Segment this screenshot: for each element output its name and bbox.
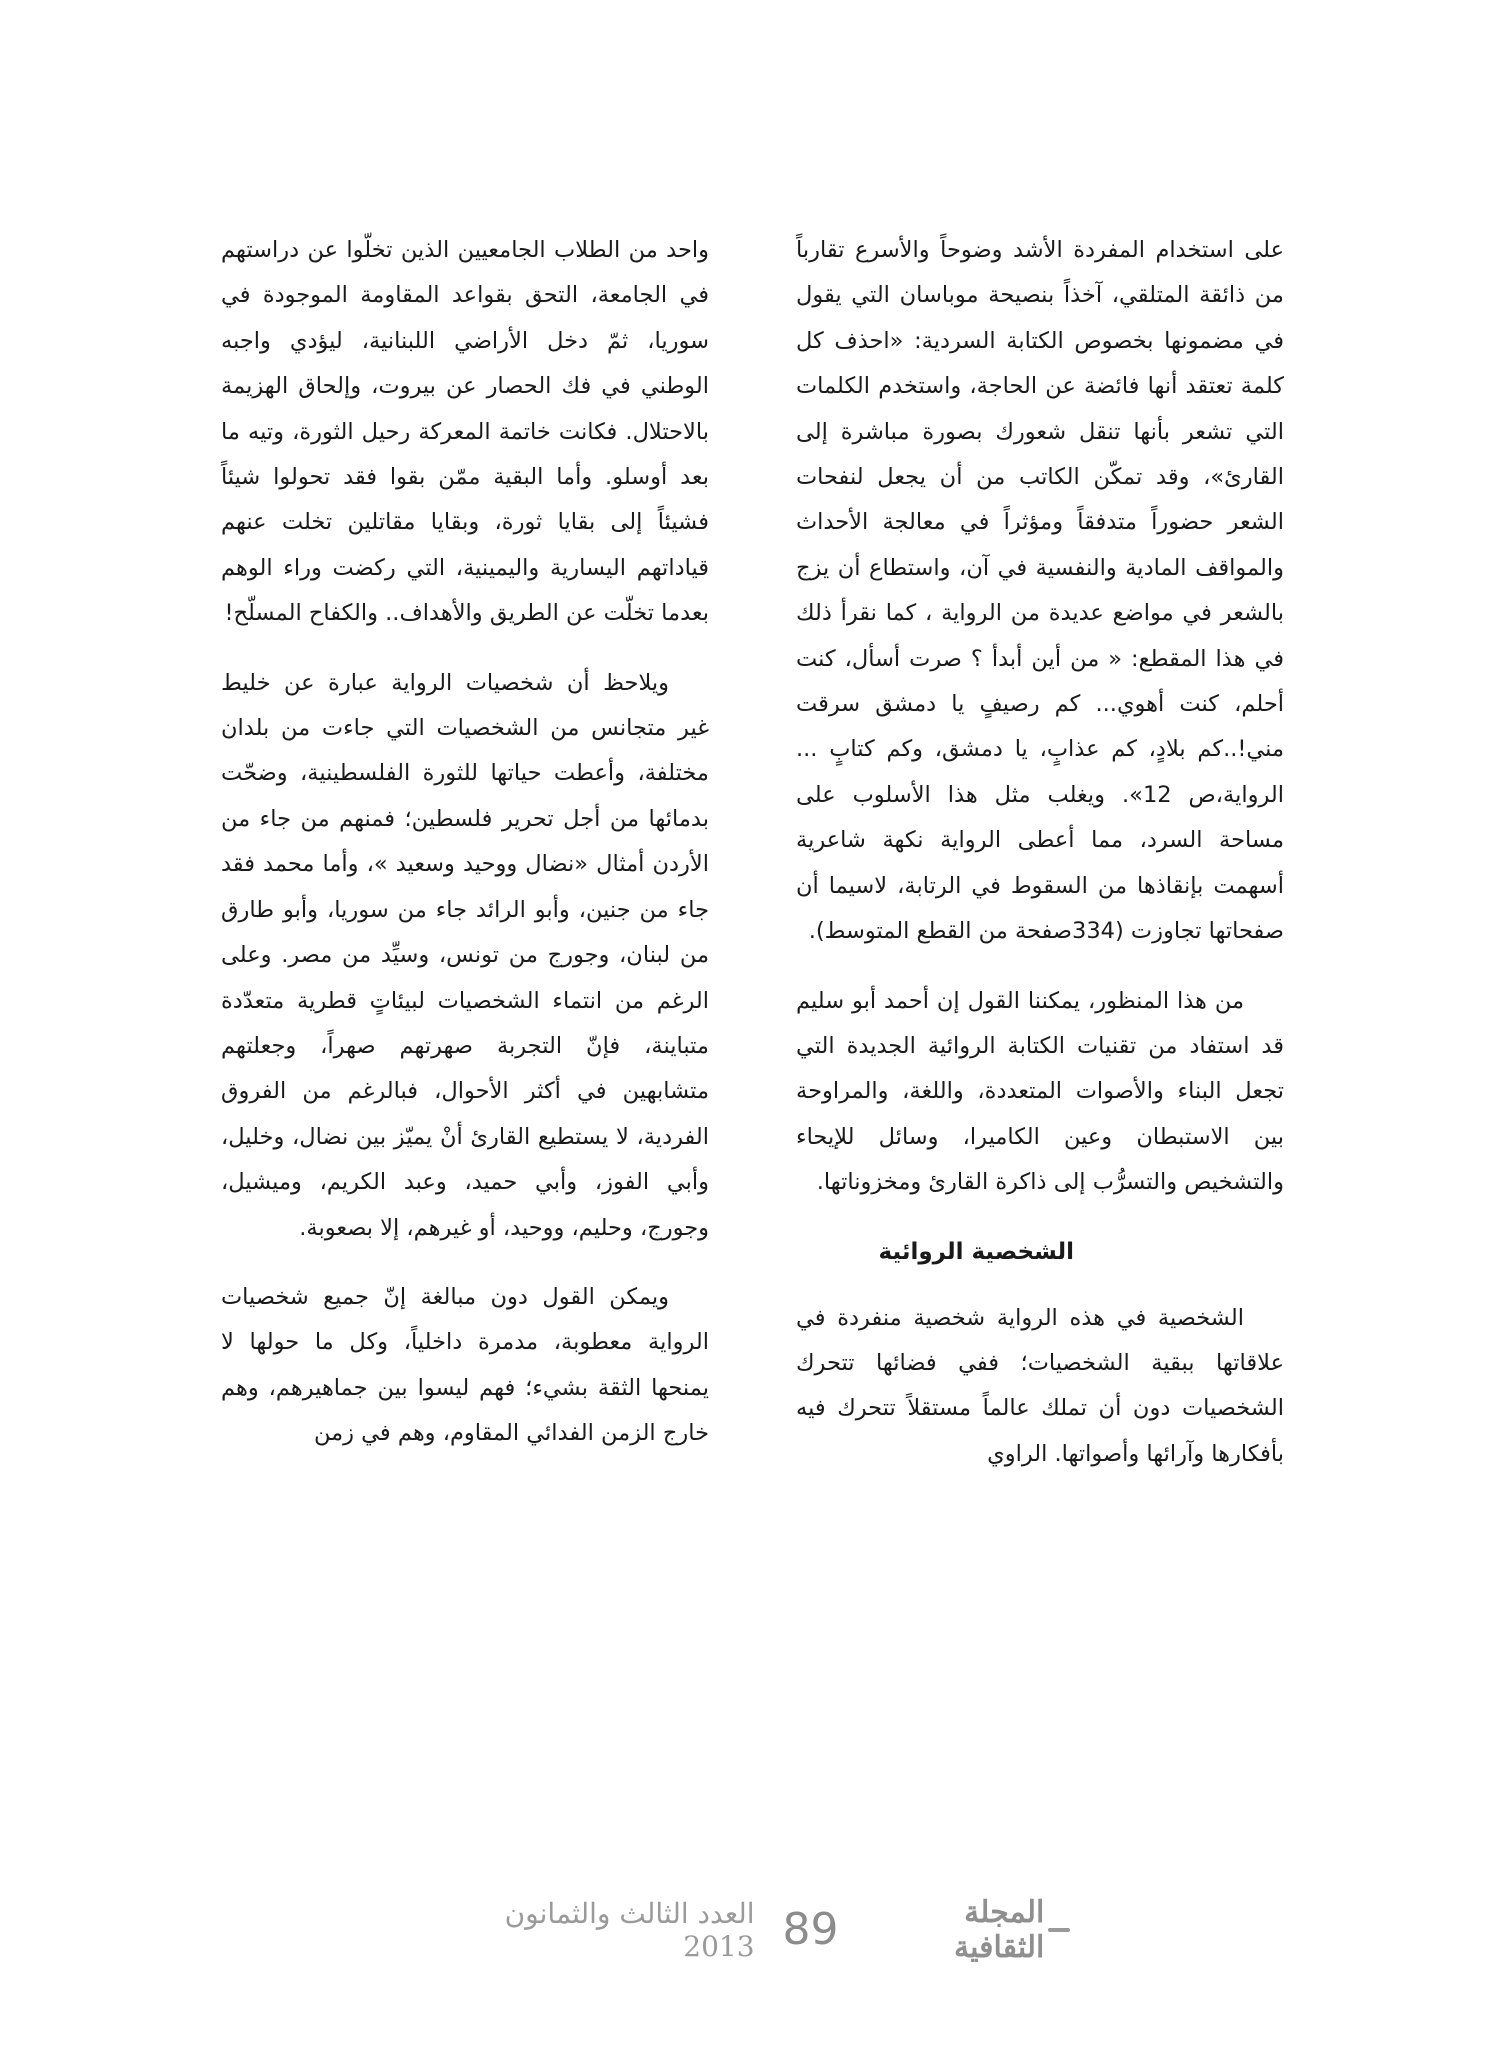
paragraph: على استخدام المفردة الأشد وضوحاً والأسرع تقارباً من ذائقة المتلقي، آخذاً بنصيحة موباسان التي يقول في مضمونها بخصوص الكتابة السردية: «احذف كل كلمة تعتقد أنها فائضة عن الحاجة، واستخدم الكلمات التي تشعر بأنها تنقل شعورك بصورة مباشرة إلى القارئ»، وقد تمكّن الكاتب من أن يجعل لنفحات الشعر حضوراً متدفقاً ومؤثراً في معالجة الأحداث والمواقف المادية والنفسية في آن، واستطاع أن يزج بالشعر في مواضع عديدة من الرواية ، كما نقرأ ذلك في هذا المقطع: « من أين أبدأ ؟ صرت أسأل، كنت أحلم، كنت أهوي... كم رصيفٍ يا دمشق سرقت مني!..كم بلادٍ، كم عذابٍ، يا دمشق، وكم كتابٍ ... الرواية،ص 12». ويغلب مثل هذا الأسلوب على مساحة السرد، مما أعطى الرواية نكهة شاعرية أسهمت بإنقاذها من السقوط في الرتابة، لاسيما أن صفحاتها تجاوزت (334صفحة من القطع المتوسط). bbox=[796, 237, 1284, 945]
section-heading: الشخصية الروائية bbox=[878, 1238, 1074, 1265]
paragraph: واحد من الطلاب الجامعيين الذين تخلّوا عن دراستهم في الجامعة، التحق بقواعد المقاومة الموجودة في سوريا، ثمّ دخل الأراضي اللبنانية، ليؤدي واجبه الوطني في فك الحصار عن بيروت، وإلحاق الهزيمة بالاحتلال. فكانت خاتمة المعركة رحيل الثورة، وتيه ما بعد أوسلو. وأما البقية ممّن بقوا فقد تحولوا شيئاً فشيئاً إلى بقايا ثورة، وبقايا مقاتلين تخلت عنهم قياداتهم اليسارية واليمينية، التي ركضت وراء الوهم بعدما تخلّت عن الطريق والأهداف.. والكفاح المسلّح! bbox=[221, 237, 709, 627]
paragraph: ويمكن القول دون مبالغة إنّ جميع شخصيات الرواية معطوبة، مدمرة داخلياً، وكل ما حولها لا يمنحها الثقة بشيء؛ فهم ليسوا بين جماهيرهم، وهم خارج الزمن الفدائي المقاوم، وهم في زمن bbox=[221, 1283, 709, 1447]
magazine-name: المجلة الثقافية bbox=[954, 1895, 1045, 1965]
right-column bbox=[796, 228, 1284, 1501]
issue-label: العدد الثالث والثمانون 2013 bbox=[504, 1897, 755, 1963]
page-footer bbox=[430, 1895, 1070, 1965]
paragraph: ويلاحظ أن شخصيات الرواية عبارة عن خليط غير متجانس من الشخصيات التي جاءت من بلدان مختلفة، وأعطت حياتها للثورة الفلسطينية، وضحّت بدمائها من أجل تحرير فلسطين؛ فمنهم من جاء من الأردن أمثال «نضال ووحيد وسعيد »، وأما محمد فقد جاء من جنين، وأبو الرائد جاء من سوريا، وأبو طارق من لبنان، وجورج من تونس، وسيِّد من مصر. وعلى الرغم من انتماء الشخصيات لبيئاتٍ قطرية متعدّدة متباينة، فإنّ التجربة صهرتهم صهراً، وجعلتهم متشابهين في أكثر الأحوال، فبالرغم من الفروق الفردية، لا يستطيع القارئ أنْ يميّز بين نضال، وخليل، وأبي الفوز، وأبي حميد، وعبد الكريم، وميشيل، وجورج، وحليم، ووحيد، أو غيرهم، إلا بصعوبة. bbox=[221, 669, 709, 1241]
logo-bar-decoration bbox=[1048, 1928, 1070, 1932]
paragraph: من هذا المنظور، يمكننا القول إن أحمد أبو سليم قد استفاد من تقنيات الكتابة الروائية الجديدة التي تجعل البناء والأصوات المتعددة، واللغة، والمراوحة بين الاستبطان وعين الكاميرا، وسائل للإيحاء والتشخيص والتسرُّب إلى ذاكرة القارئ ومخزوناتها. bbox=[796, 987, 1284, 1196]
page-number: 89 bbox=[782, 1904, 839, 1955]
left-column bbox=[221, 228, 709, 1481]
magazine-logo bbox=[867, 1895, 1070, 1965]
paragraph: الشخصية في هذه الرواية شخصية منفردة في علاقاتها ببقية الشخصيات؛ ففي فضائها تتحرك الشخصيات دون أن تملك عالماً مستقلاً تتحرك فيه بأفكارها وآرائها وأصواتها. الراوي bbox=[796, 1304, 1284, 1467]
